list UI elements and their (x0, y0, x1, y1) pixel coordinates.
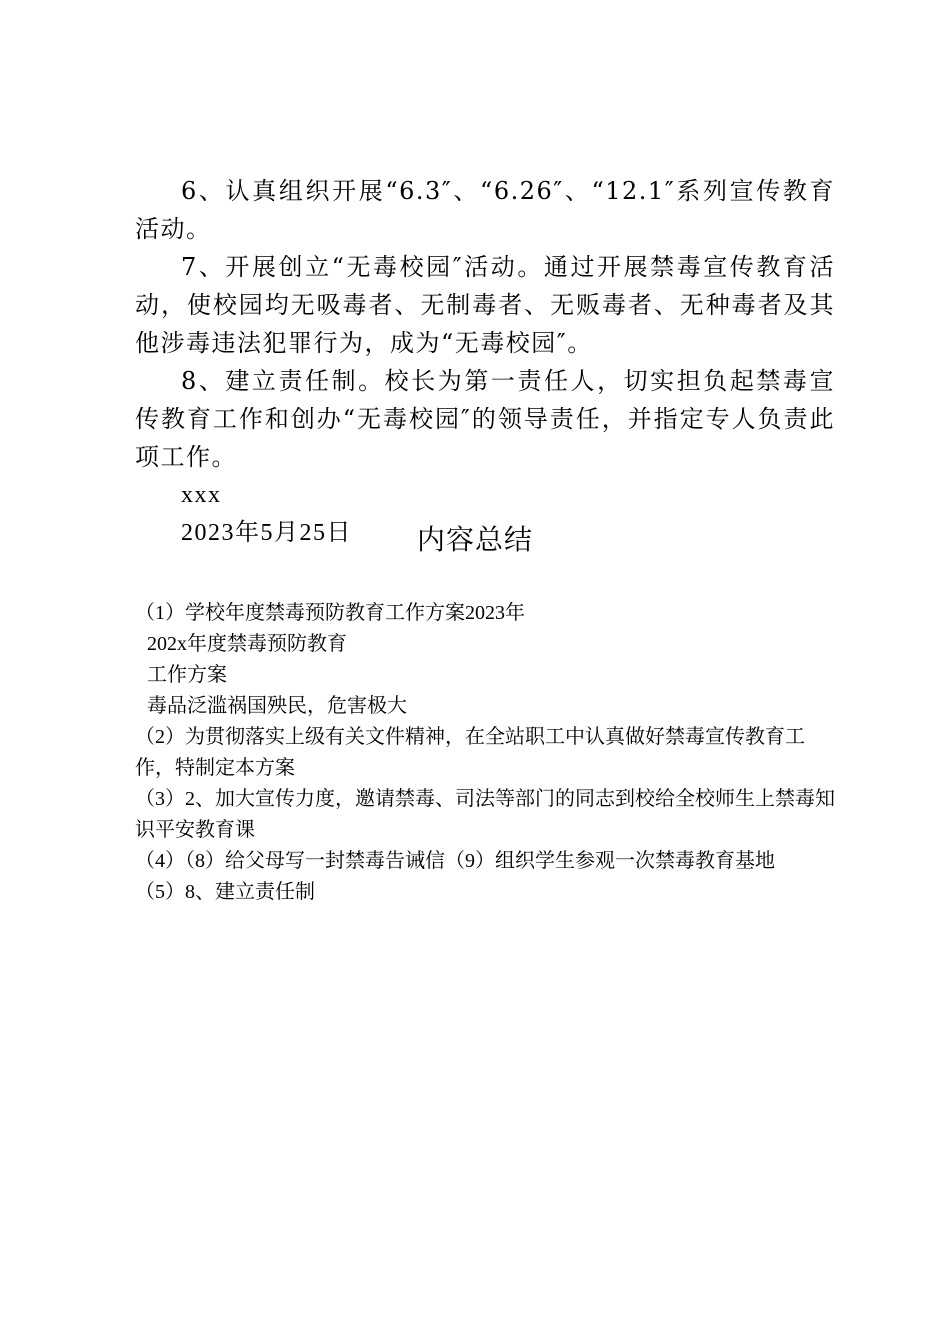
summary-line: 202x年度禁毒预防教育 (147, 633, 347, 655)
summary-line: 毒品泛滥祸国殃民，危害极大 (147, 695, 407, 717)
summary-line: （2）为贯彻落实上级有关文件精神，在全站职工中认真做好禁毒宣传教育工作，特制定本方案 (135, 726, 805, 779)
summary-line: （5）8、建立责任制 (135, 881, 315, 903)
summary-line: （3）2、加大宣传力度，邀请禁毒、司法等部门的同志到校给全校师生上禁毒知识平安教育课 (135, 788, 835, 841)
document-date: 2023年5月25日 (181, 520, 352, 546)
paragraph-item-6: 6、认真组织开展“6.3″、“6.26″、“12.1″系列宣传教育活动。 (135, 177, 835, 243)
paragraph-item-8: 8、建立责任制。校长为第一责任人，切实担负起禁毒宣传教育工作和创办“无毒校园″的领导责任，并指定专人负责此项工作。 (135, 367, 835, 471)
signer-name: xxx (181, 482, 222, 508)
summary-title: 内容总结 (416, 523, 533, 556)
paragraph-item-7: 7、开展创立“无毒校园″活动。通过开展禁毒宣传教育活动，使校园均无吸毒者、无制毒者、无贩毒者、无种毒者及其他涉毒违法犯罪行为，成为“无毒校园″。 (135, 253, 835, 357)
document-body (135, 172, 835, 552)
summary-line: （4）（8）给父母写一封禁毒告诫信（9）组织学生参观一次禁毒教育基地 (135, 850, 775, 872)
summary-line: 工作方案 (147, 664, 227, 686)
summary-line: （1）学校年度禁毒预防教育工作方案2023年 (135, 602, 525, 624)
summary-list (135, 598, 840, 908)
